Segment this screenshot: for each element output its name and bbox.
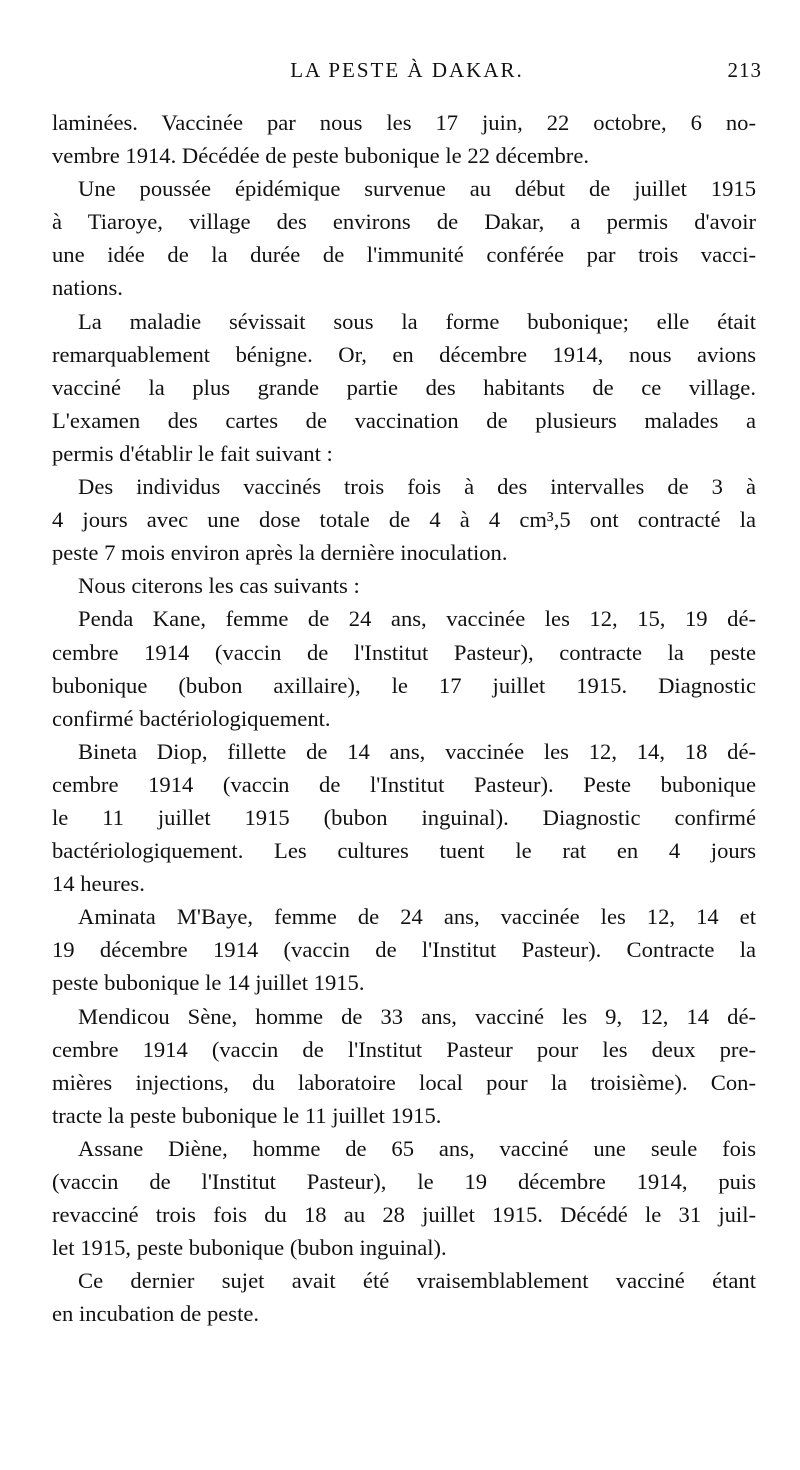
page-body-text (52, 106, 756, 1330)
text-line: remarquablement bénigne. Or, en décembre 1914, nous avions (52, 341, 756, 367)
text-line: bactériologiquement. Les cultures tuent le rat en 4 jours (52, 838, 756, 864)
text-line: vacciné la plus grande partie des habitants de ce village. (52, 374, 756, 400)
text-line: La maladie sévissait sous la forme bubonique; elle était (78, 308, 756, 334)
text-line: Nous citerons les cas suivants : (78, 573, 360, 599)
text-line: Aminata M'Baye, femme de 24 ans, vaccinée les 12, 14 et (78, 904, 756, 930)
text-line: 19 décembre 1914 (vaccin de l'Institut Pasteur). Contracte la (52, 937, 756, 963)
text-line: tracte la peste bubonique le 11 juillet 1915. (52, 1102, 442, 1128)
text-line: le 11 juillet 1915 (bubon inguinal). Diagnostic confirmé (52, 804, 756, 830)
text-line: 4 jours avec une dose totale de 4 à 4 cm³,5 ont contracté la (52, 507, 756, 533)
text-line: cembre 1914 (vaccin de l'Institut Pasteur pour les deux pre- (52, 1036, 756, 1062)
text-line: peste bubonique le 14 juillet 1915. (52, 970, 365, 996)
text-line: Bineta Diop, fillette de 14 ans, vaccinée les 12, 14, 18 dé- (78, 738, 756, 764)
text-line: Assane Diène, homme de 65 ans, vacciné une seule fois (78, 1135, 756, 1161)
text-line: laminées. Vaccinée par nous les 17 juin, 22 octobre, 6 no- (52, 110, 756, 135)
text-line: 14 heures. (52, 871, 145, 897)
text-line: Penda Kane, femme de 24 ans, vaccinée les 12, 15, 19 dé- (78, 606, 756, 632)
text-line: Ce dernier sujet avait été vraisemblablement vacciné étant (78, 1268, 756, 1294)
text-line: bubonique (bubon axillaire), le 17 juillet 1915. Diagnostic (52, 672, 756, 698)
text-line: L'examen des cartes de vaccination de plusieurs malades a (52, 407, 756, 433)
text-line: cembre 1914 (vaccin de l'Institut Pasteur), contracte la peste (52, 639, 756, 665)
text-line: revacciné trois fois du 18 au 28 juillet 1915. Décédé le 31 juil- (52, 1202, 756, 1228)
text-line: Mendicou Sène, homme de 33 ans, vacciné les 9, 12, 14 dé- (78, 1003, 756, 1029)
text-line: permis d'établir le fait suivant : (52, 440, 333, 466)
text-line: une idée de la durée de l'immunité conférée par trois vacci- (52, 242, 756, 268)
text-line: vembre 1914. Décédée de peste bubonique le 22 décembre. (52, 143, 590, 169)
text-line: en incubation de peste. (52, 1301, 260, 1327)
running-title: LA PESTE À DAKAR. (290, 58, 524, 82)
text-line: (vaccin de l'Institut Pasteur), le 19 décembre 1914, puis (52, 1169, 756, 1194)
text-line: Des individus vaccinés trois fois à des intervalles de 3 à (78, 474, 756, 500)
text-line: nations. (52, 275, 123, 301)
page-number: 213 (727, 58, 762, 82)
text-line: Une poussée épidémique survenue au début de juillet 1915 (78, 176, 756, 202)
text-line: peste 7 mois environ après la dernière inoculation. (52, 540, 508, 566)
text-line: mières injections, du laboratoire local pour la troisième). Con- (52, 1069, 756, 1095)
text-line: à Tiaroye, village des environs de Dakar, a permis d'avoir (52, 209, 756, 235)
text-line: confirmé bactériologiquement. (52, 705, 331, 731)
page-header (52, 58, 762, 94)
text-line: cembre 1914 (vaccin de l'Institut Pasteur). Peste bubonique (52, 771, 756, 797)
text-line: let 1915, peste bubonique (bubon inguinal). (52, 1235, 447, 1261)
